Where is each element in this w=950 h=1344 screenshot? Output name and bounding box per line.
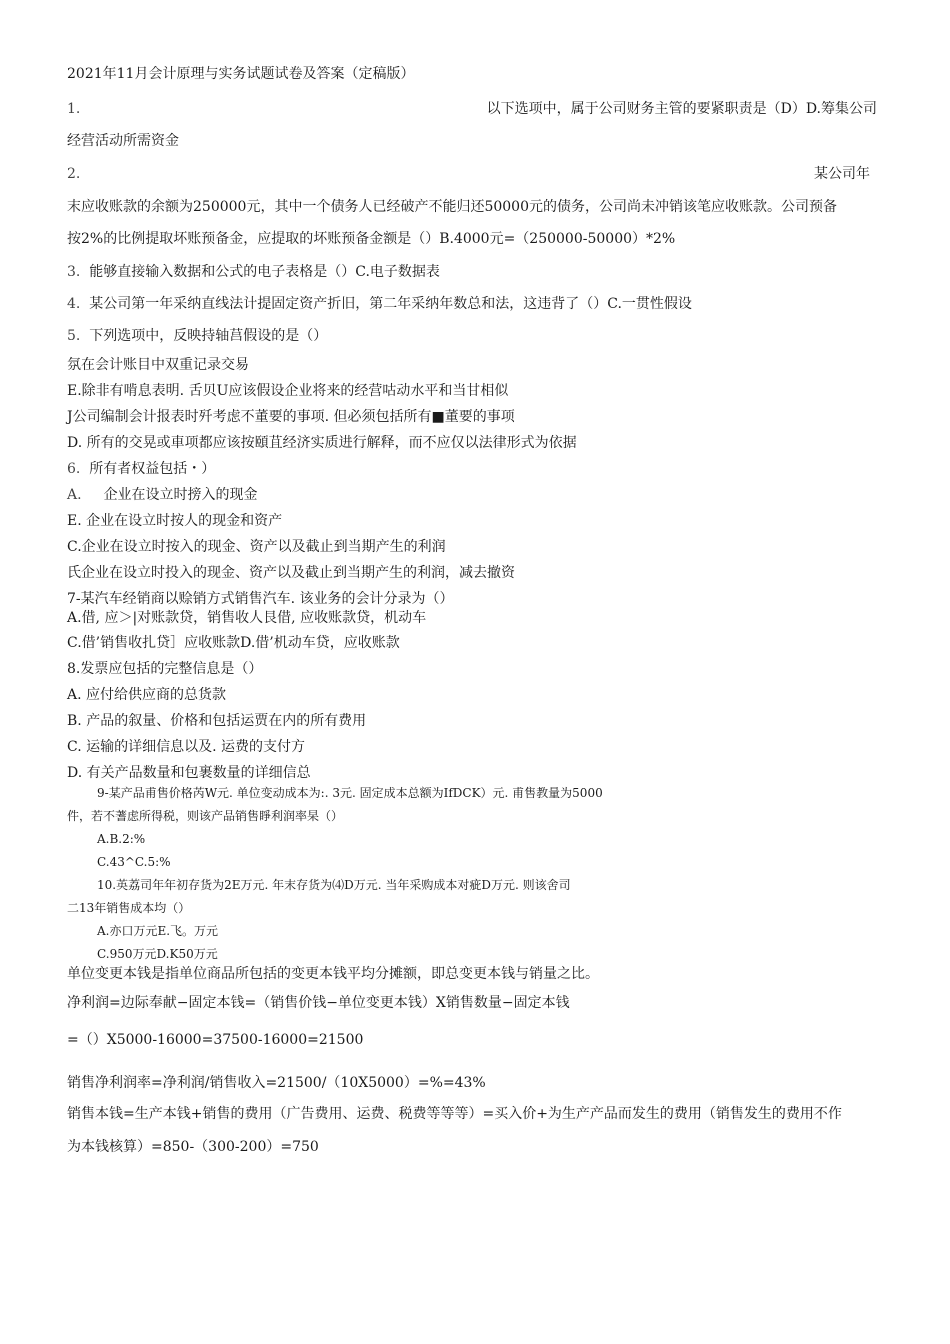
q5-line (67, 328, 327, 345)
q1-text: 以下选项中，属于公司财务主管的要紧职责是（D）D.筹集公司 (486, 101, 877, 117)
q3-number: 3. (67, 264, 81, 280)
q10-option-cd: C.950万元D.K50万元 (97, 947, 218, 961)
q6-option: C.企业在设立时按入的现金、资产以及截止到当期产生的利润 (67, 539, 446, 555)
q9-text: 9-某产品甫售价格芮W元. 单位变动成本为:. 3元. 固定成本总额为IfDCK）元. 甫售教量为5000 (97, 786, 603, 800)
explanation-line: 净利润=边际奉献−固定本钱=（销售价钱−单位变更本钱）X销售数量−固定本钱 (67, 995, 570, 1011)
q9-option-ab: A.B.2:% (97, 832, 146, 846)
q3-text: 能够直接输入数据和公式的电子表格是（）C.电子数据表 (89, 264, 440, 280)
q5-option: J公司编制会计报表时歼考虑不董要的事项. 但必须包括所有■董要的事项 (67, 409, 515, 425)
explanation-line: 为本钱核算）=850-（300-200）=750 (67, 1139, 319, 1155)
q8-option: D. 有关产品数量和包裹数量的详细信总 (67, 765, 311, 781)
document-title: 2021年11月会计原理与实务试题试卷及答案（定稿版） (67, 66, 415, 82)
q5-text: 下列选项中，反映持轴莒假设的是（） (89, 328, 328, 344)
q8-option: C. 运输的详细信息以及. 运费的支付方 (67, 739, 306, 755)
q1-continuation: 经营活动所需资金 (67, 133, 179, 149)
q2-line2: 末应收账款的余额为250000元，其中一个债务人已经破产不能归还50000元的债务，公司尚未冲销该笔应收账款。公司预备 (67, 199, 837, 215)
q6-option-a (67, 487, 258, 504)
explanation-line: 销售本钱=生产本钱+销售的费用（广告费用、运费、税费等等等）=买入价+为生产产品而发生的费用（销售发生的费用不作 (67, 1106, 842, 1122)
explanation-line: 单位变更本钱是指单位商品所包括的变更本钱平均分摊额，即总变更本钱与销量之比。 (67, 966, 599, 982)
q8-option: A. 应付给供应商的总货款 (67, 687, 227, 703)
explanation-line: =（）X5000-16000=37500-16000=21500 (67, 1032, 364, 1048)
q4-line (67, 296, 692, 313)
q10-text: 10.英荔司年年初存货为2E万元. 年末存货为⑷D万元. 当年采购成本对疵D万元. 则该舍司 (97, 878, 571, 892)
q6-text: 所有者权益包括・） (89, 461, 216, 477)
q9-line2: 件，若不蓍虑所得税，则该产品销售睜利润率杲（） (67, 809, 344, 823)
q7-text: 7-某汽车经销商以赊销方式销售汽车. 该业务的会计分录为（） (67, 591, 454, 607)
q6-number: 6. (67, 461, 81, 477)
q10-option-ab: A.亦口万元E.飞。万元 (97, 924, 219, 938)
q1-number: 1. (67, 101, 81, 117)
q6-option: 氏企业在设立时投入的现金、资产以及截止到当期产生的利润，减去撤资 (67, 565, 515, 581)
q4-text: 某公司第一年采纳直线法计提固定资产折旧，第二年采纳年数总和法，这违背了（）C.一贯性假设 (89, 296, 692, 312)
q2-text: 某公司年 (814, 166, 870, 182)
q7-option-ab: A.借, 应＞|对账款贷，销售收人艮借, 应收账款贷，机动车 (67, 610, 427, 626)
q5-option: E.除非有啃息表明. 舌贝U应该假设企业将来的经营咕动水平和当甘相似 (67, 383, 509, 399)
q5-number: 5. (67, 328, 81, 344)
q5-option: D. 所有的交晃或車项都应该按頤苴经济实质进行解释，而不应仅以法律形式为依据 (67, 435, 577, 451)
q7-option-cd: C.借’销售收扎贷］应收账款D.借’机动车贷，应收账款 (67, 635, 400, 651)
q3-line (67, 264, 440, 281)
q6-option-a-text: 企业在设立时搒入的现金 (103, 487, 258, 503)
explanation-line: 销售净利润率=净利润/销售收入=21500/（10X5000）=%=43% (67, 1075, 486, 1091)
q5-option: 氛在会计账目中双重记录交易 (67, 357, 249, 373)
q8-option: B. 产品的叙量、价格和包括运贾在内的所有费用 (67, 713, 367, 729)
q2-line3: 按2%的比例提取坏账预备金，应提取的坏账预备金额是（）B.4000元=（250000-50000）*2% (67, 231, 676, 247)
q6-option-a-label: A. (67, 487, 82, 503)
q8-text: 8.发票应包括的完整信息是（） (67, 661, 263, 677)
q6-line (67, 461, 215, 478)
q6-option: E. 企业在设立时按人的现金和资产 (67, 513, 283, 529)
q2-number: 2. (67, 166, 81, 182)
q10-line2: 二13年销售成本均（） (67, 901, 191, 915)
q4-number: 4. (67, 296, 81, 312)
q9-option-cd: C.43^C.5:% (97, 855, 171, 869)
